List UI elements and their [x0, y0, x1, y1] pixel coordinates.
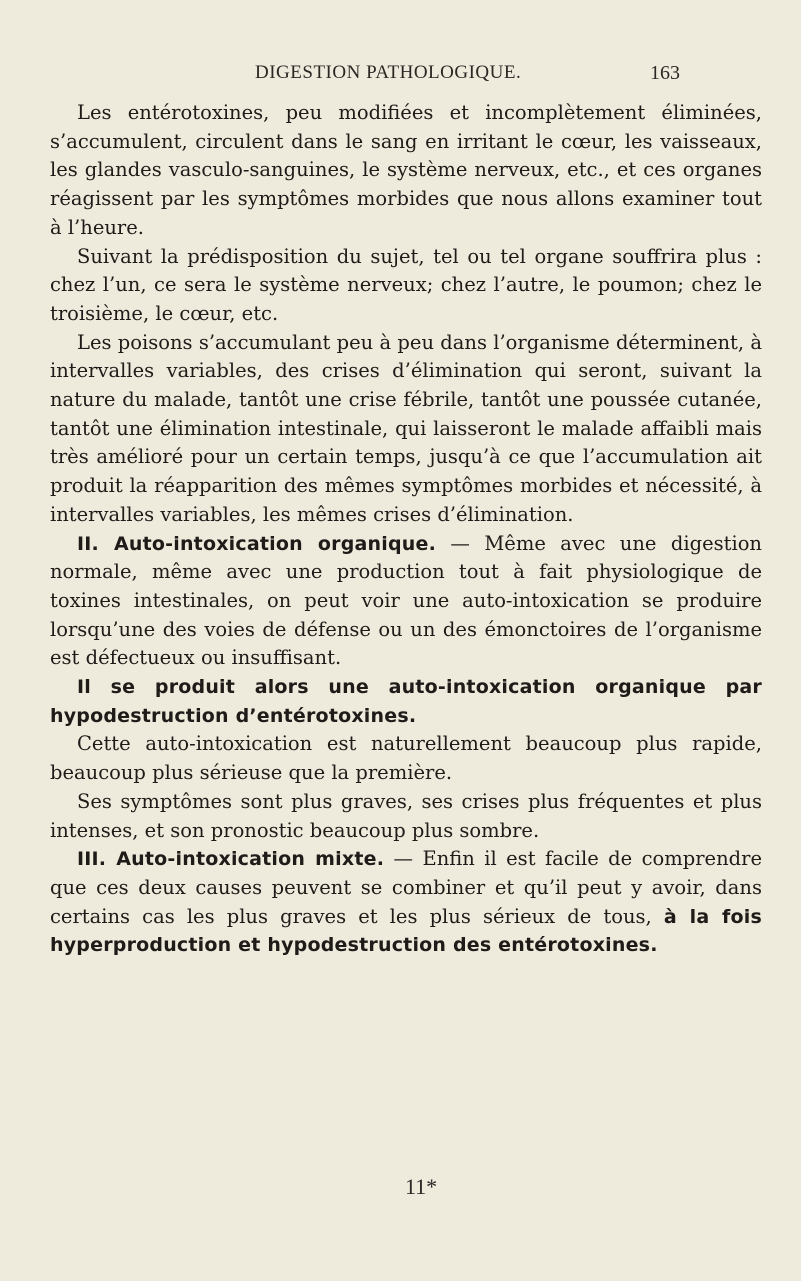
section-heading-mixte: III. Auto-intoxication mixte. [77, 848, 385, 871]
paragraph-hypodestruction: Il se produit alors une auto-intoxication organique par hypodestruction d’entérotoxines. [50, 676, 762, 727]
paragraph-enterotoxines: Les entérotoxines, peu modifiées et incomplètement éliminées, s’accumulent, circulent dans le sang en irritant le cœur, les vaisseaux, les glandes vasculo-sanguines, le système nerveux, etc., et ces organes réagissent par les symptômes morbides que nous allons examiner tout à l’heure. [50, 101, 762, 239]
page-number: 163 [650, 62, 680, 84]
body-text [50, 99, 762, 960]
paragraph-predisposition: Suivant la prédisposition du sujet, tel ou tel organe souffrira plus : chez l’un, ce sera le système nerveux; chez l’autre, le poumon; chez le troisième, le cœur, etc. [50, 244, 762, 325]
paragraph-symptomes: Ses symptômes sont plus graves, ses crises plus fréquentes et plus intenses, et son pronostic beaucoup plus sombre. [50, 789, 762, 842]
paragraph-auto-intoxication-organique [50, 530, 762, 674]
section-text-mixte: — Enfin il est facile de comprendre que ces deux causes peuvent se combiner et qu’il peut y avoir, dans certains cas les plus graves et les plus sérieux de tous, [50, 847, 762, 928]
paragraph-rapide: Cette auto-intoxication est naturellement beaucoup plus rapide, beaucoup plus sérieuse que la première. [50, 732, 762, 785]
running-title: DIGESTION PATHOLOGIQUE. [255, 62, 522, 83]
section-conclusion-bold: à la fois hyperproduction et hypodestruction des entérotoxines. [50, 905, 763, 957]
paragraph-poisons: Les poisons s’accumulant peu à peu dans l’organisme déterminent, à intervalles variables, des crises d’élimination qui seront, suivant la nature du malade, tantôt une crise fébrile, tantôt une poussée cutanée, tantôt une élimination intestinale, qui laisseront le malade affaibli mais très amélioré pour un certain temps, jusqu’à ce que l’accumulation ait produit la réapparition des mêmes symptômes morbides et nécessité, à intervalles variables, les mêmes crises d’élimination. [50, 330, 762, 526]
section-text-organique: — Même avec une digestion normale, même avec une production tout à fait physiologique de toxines intestinales, on peut voir une auto-intoxication se produire lorsqu’une des voies de défense ou un des émonctoires de l’organisme est défectueux ou insuffisant. [50, 531, 762, 670]
paragraph-auto-intoxication-mixte [50, 845, 762, 960]
section-heading-organique: II. Auto-intoxication organique. [77, 532, 436, 555]
signature-mark: 11* [405, 1174, 438, 1199]
